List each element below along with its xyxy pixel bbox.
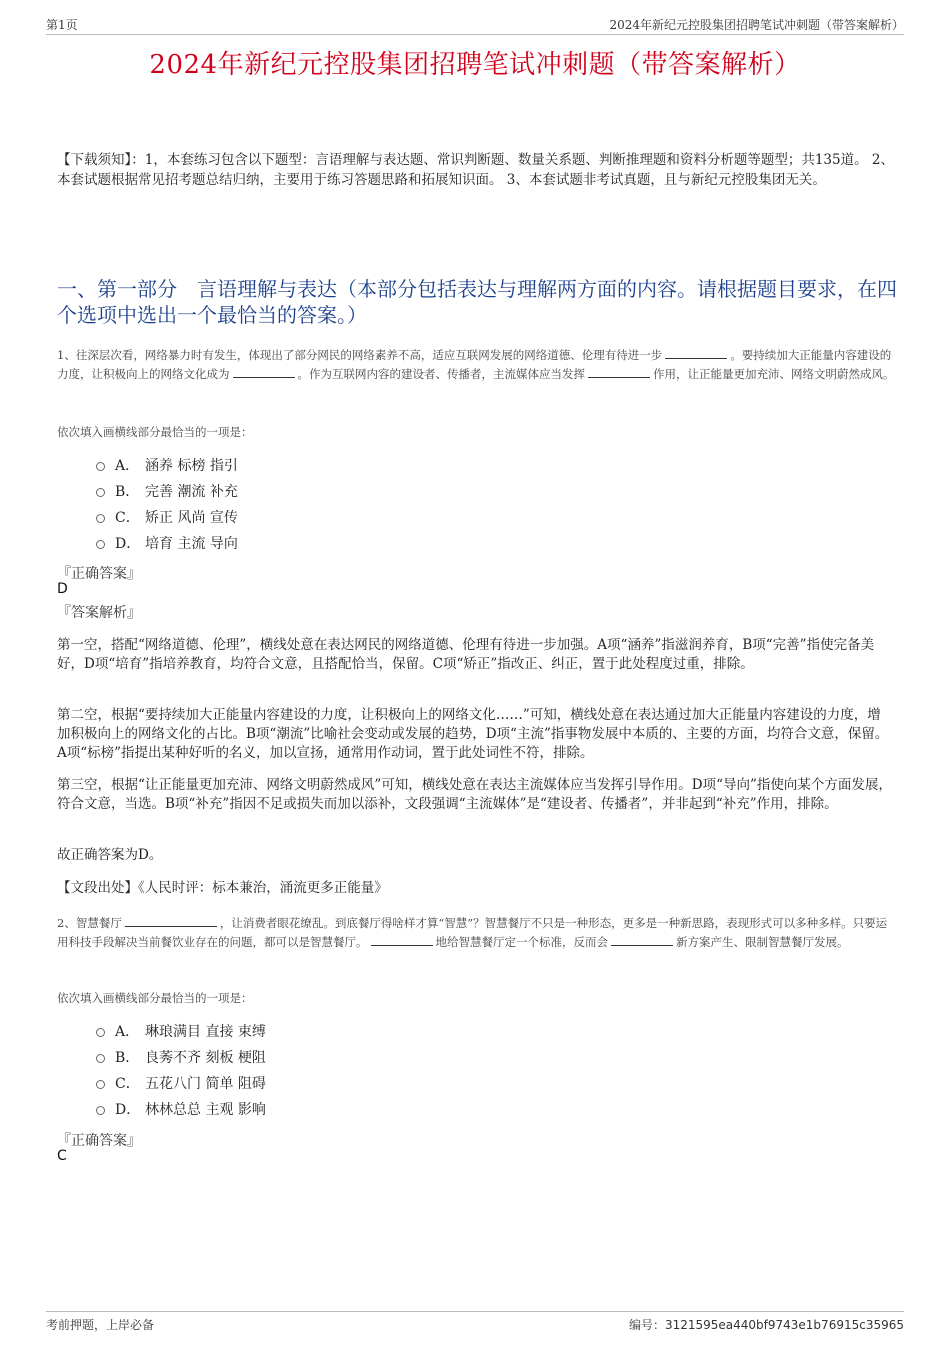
footer-slogan: 考前押题，上岸必备 (46, 1318, 155, 1332)
page-number: 第1页 (46, 18, 78, 32)
question-2-blank-1 (125, 914, 217, 927)
radio-icon[interactable] (96, 1028, 105, 1037)
radio-icon[interactable] (96, 1106, 105, 1115)
page-header (46, 14, 904, 35)
question-2-answer: C (57, 1148, 67, 1164)
question-2-text-part-3: 地给智慧餐厅定一个标准，反而会 (435, 935, 608, 949)
footer-code (629, 1316, 904, 1333)
question-1-blank-2 (233, 365, 295, 378)
question-2-text-part-1: 2、智慧餐厅 (57, 916, 122, 930)
question-1-text-part-4: 作用，让正能量更加充沛、网络文明蔚然成风。 (653, 367, 895, 381)
question-1-analysis-paragraph-1: 第一空，搭配“网络道德、伦理”，横线处意在表达网民的网络道德、伦理有待进一步加强。A项“涵养”指滋润养育，B项“完善”指使完备美好，D项“培育”指培养教育，均符合文意，且搭配恰当，保留。C项“矫正”指改正、纠正，置于此处程度过重，排除。 (57, 637, 875, 672)
radio-icon[interactable] (96, 488, 105, 497)
question-1-source: 【文段出处】《人民时评：标本兼治，涌流更多正能量》 (57, 880, 388, 896)
header-doc-title: 2024年新纪元控股集团招聘笔试冲刺题（带答案解析） (609, 18, 904, 32)
download-notice: 【下载须知】：1，本套练习包含以下题型：言语理解与表达题、常识判断题、数量关系题、判断推理题和资料分析题等题型；共135道。 2、本套试题根据常见招考题总结归纳，主要用于练习答题思路和拓展知识面。 3、本套试题非考试真题，且与新纪元控股集团无关。 (57, 152, 894, 188)
radio-icon[interactable] (96, 1080, 105, 1089)
question-1-blank-1 (665, 346, 727, 359)
question-2-option-a[interactable]: A． 琳琅满目 直接 束缚 (96, 1019, 266, 1045)
question-1-option-b[interactable]: B． 完善 潮流 补充 (96, 479, 238, 505)
question-1-blank-3 (588, 365, 650, 378)
question-2-prompt: 依次填入画横线部分最恰当的一项是： (57, 991, 253, 1005)
section-heading: 一、第一部分 言语理解与表达（本部分包括表达与理解两方面的内容。请根据题目要求，在四个选项中选出一个最恰当的答案。） (57, 277, 897, 327)
question-1-option-a[interactable]: A． 涵养 标榜 指引 (96, 453, 238, 479)
footer-code-value: 3121595ea440bf9743e1b76915c35965 (664, 1318, 904, 1332)
question-1-analysis-paragraph-3: 第三空，根据“让正能量更加充沛、网络文明蔚然成风”可知，横线处意在表达主流媒体应当发挥引导作用。D项“导向”指使向某个方面发展，符合文意，当选。B项“补充”指因不足或损失而加以添补，文段强调“主流媒体”是“建设者、传播者”，并非起到“补充”作用，排除。 (57, 777, 892, 812)
question-1-options (96, 453, 238, 557)
question-1-analysis-label: 『答案解析』 (57, 605, 141, 621)
question-2-stem (57, 914, 897, 952)
question-2-text-part-4: 新方案产生、限制智慧餐厅发展。 (676, 935, 849, 949)
document-title: 2024年新纪元控股集团招聘笔试冲刺题（带答案解析） (149, 50, 801, 80)
radio-icon[interactable] (96, 1054, 105, 1063)
question-1-stem (57, 346, 897, 384)
question-1-text-part-3: 。作为互联网内容的建设者、传播者，主流媒体应当发挥 (297, 367, 585, 381)
page-footer (46, 1311, 904, 1332)
question-2-blank-2 (371, 933, 433, 946)
question-2-blank-3 (611, 933, 673, 946)
radio-icon[interactable] (96, 462, 105, 471)
question-1-text-part-1: 1、往深层次看，网络暴力时有发生，体现出了部分网民的网络素养不高，适应互联网发展的网络道德、伦理有待进一步 (57, 348, 663, 362)
question-2-answer-label: 『正确答案』 (57, 1133, 141, 1149)
question-2-text-part-2: ，让消费者眼花缭乱。到底餐厅得啥样才算“智慧”？智慧餐厅不只是一种形态，更多是一种新思路，表现形式可以多种多样。只要运用科技手段解决当前餐饮业存在的问题，都可以是智慧餐厅。 (57, 916, 888, 949)
question-1-option-d[interactable]: D． 培育 主流 导向 (96, 531, 238, 557)
question-1-answer-label: 『正确答案』 (57, 566, 141, 582)
question-1-prompt: 依次填入画横线部分最恰当的一项是： (57, 425, 253, 439)
question-2-option-b[interactable]: B． 良莠不齐 刻板 梗阻 (96, 1045, 266, 1071)
question-2-option-d[interactable]: D． 林林总总 主观 影响 (96, 1097, 266, 1123)
question-1-text-part-2: 。要持续加大正能量内容建设的力度，让积极向上的网络文化成为 (57, 348, 892, 381)
question-1-analysis-paragraph-2: 第二空，根据“要持续加大正能量内容建设的力度，让积极向上的网络文化……”可知，横线处意在表达通过加大正能量内容建设的力度，增加积极向上的网络文化的占比。B项“潮流”比喻社会变动或发展的趋势，D项“主流”指事物发展中本质的、主要的方面，均符合文意，保留。A项“标榜”指提出某种好听的名义，加以宣扬，通常用作动词，置于此处词性不符，排除。 (57, 707, 889, 761)
footer-code-label: 编号： (628, 1318, 665, 1332)
radio-icon[interactable] (96, 540, 105, 549)
question-1-conclusion: 故正确答案为D。 (57, 847, 163, 863)
question-2-options (96, 1019, 266, 1123)
radio-icon[interactable] (96, 514, 105, 523)
question-1-option-c[interactable]: C． 矫正 风尚 宣传 (96, 505, 238, 531)
question-2-option-c[interactable]: C． 五花八门 简单 阻碍 (96, 1071, 266, 1097)
question-1-answer: D (57, 581, 68, 597)
